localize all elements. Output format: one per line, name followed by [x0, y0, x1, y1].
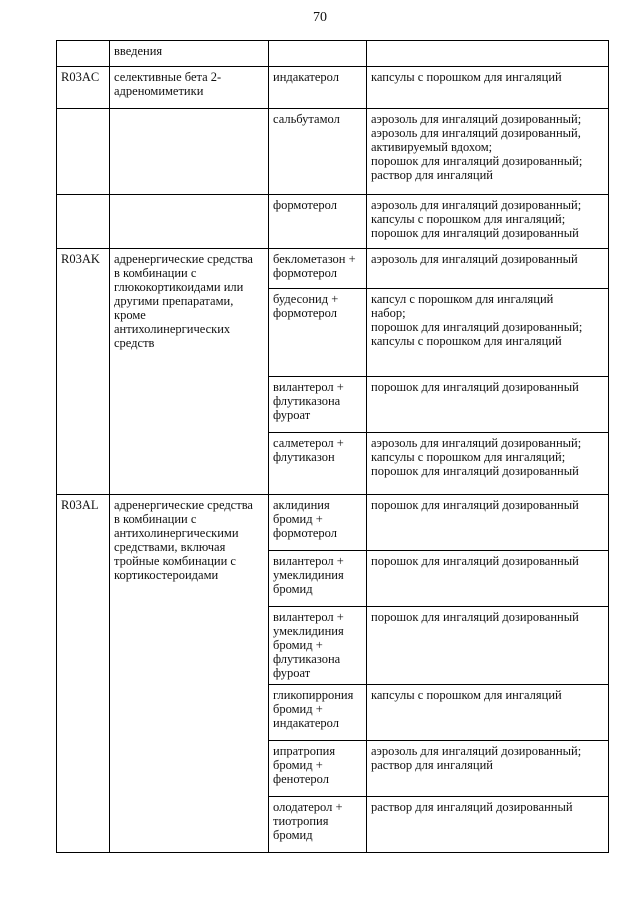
cell-line: ипратропия — [273, 744, 336, 758]
cell-line: формотерол — [273, 526, 337, 540]
drug-name-cell — [269, 289, 367, 377]
cell-line: салметерол + — [273, 436, 344, 450]
cell-line: тройные комбинации с — [114, 554, 236, 568]
cell-line: формотерол — [273, 306, 337, 320]
group-cell: введения — [110, 41, 269, 67]
cell-line: аэрозоль для ингаляций дозированный; — [371, 112, 582, 126]
cell-line: вилантерол + — [273, 380, 344, 394]
cell-line: индакатерол — [273, 716, 339, 730]
cell-line: фуроат — [273, 666, 311, 680]
cell-line: порошок для ингаляций дозированный; — [371, 154, 583, 168]
group-cell: селективные бета 2-адреномиметики — [110, 67, 269, 109]
drug-name-cell — [269, 797, 367, 853]
cell-line: флутиказон — [273, 450, 335, 464]
atc-code-cell — [57, 195, 110, 249]
cell-line: индакатерол — [273, 70, 339, 84]
drug-name-cell — [269, 67, 367, 109]
cell-line: адренергические средства — [114, 498, 253, 512]
cell-line: аэрозоль для ингаляций дозированный — [371, 252, 578, 266]
cell-line: порошок для ингаляций дозированный — [371, 226, 579, 240]
cell-line: капсулы с порошком для ингаляций — [371, 688, 562, 702]
cell-line: порошок для ингаляций дозированный — [371, 610, 579, 624]
atc-code-cell: R03AL — [57, 495, 110, 853]
cell-line: набор; — [371, 306, 406, 320]
cell-line: вилантерол + — [273, 554, 344, 568]
cell-line: беклометазон + — [273, 252, 356, 266]
drug-name-cell — [269, 41, 367, 67]
cell-line: порошок для ингаляций дозированный; — [371, 320, 583, 334]
cell-line: раствор для ингаляций дозированный — [371, 800, 573, 814]
cell-line: тиотропия — [273, 814, 329, 828]
cell-line: в комбинации с — [114, 266, 197, 280]
dosage-form-cell — [367, 109, 609, 195]
cell-line: глюкокортикоидами или — [114, 280, 244, 294]
group-cell — [110, 495, 269, 853]
cell-line: формотерол — [273, 266, 337, 280]
cell-line: капсулы с порошком для ингаляций — [371, 334, 562, 348]
cell-line: сальбутамол — [273, 112, 340, 126]
cell-line: фуроат — [273, 408, 311, 422]
cell-line: кортикостероидами — [114, 568, 219, 582]
dosage-form-cell — [367, 249, 609, 289]
cell-line: порошок для ингаляций дозированный — [371, 554, 579, 568]
atc-code-cell — [57, 109, 110, 195]
cell-line: активируемый вдохом; — [371, 140, 493, 154]
table-row — [57, 495, 609, 551]
drug-name-cell — [269, 495, 367, 551]
cell-line: бромид + — [273, 638, 323, 652]
drug-name-cell — [269, 195, 367, 249]
dosage-form-cell — [367, 607, 609, 685]
atc-code-cell: R03AK — [57, 249, 110, 495]
cell-line: формотерол — [273, 198, 337, 212]
atc-code-cell: R03AC — [57, 67, 110, 109]
drug-name-cell — [269, 685, 367, 741]
cell-line: раствор для ингаляций — [371, 168, 493, 182]
cell-line: бромид + — [273, 758, 323, 772]
table-row — [57, 249, 609, 289]
dosage-form-cell — [367, 289, 609, 377]
cell-line: аэрозоль для ингаляций дозированный; — [371, 198, 582, 212]
cell-line: аклидиния — [273, 498, 330, 512]
dosage-form-cell — [367, 67, 609, 109]
cell-line: раствор для ингаляций — [371, 758, 493, 772]
cell-line: средствами, включая — [114, 540, 226, 554]
cell-line: адренергические средства — [114, 252, 253, 266]
cell-line: порошок для ингаляций дозированный — [371, 464, 579, 478]
cell-line: аэрозоль для ингаляций дозированный; — [371, 436, 582, 450]
drug-name-cell — [269, 433, 367, 495]
dosage-form-cell — [367, 433, 609, 495]
table-row — [57, 67, 609, 109]
cell-line: в комбинации с — [114, 512, 197, 526]
dosage-form-cell — [367, 741, 609, 797]
cell-line: капсулы с порошком для ингаляций — [371, 70, 562, 84]
drug-name-cell — [269, 109, 367, 195]
cell-line: бромид — [273, 582, 313, 596]
cell-line: средств — [114, 336, 155, 350]
cell-line: бромид — [273, 828, 313, 842]
cell-line: аэрозоль для ингаляций дозированный; — [371, 744, 582, 758]
dosage-form-cell — [367, 495, 609, 551]
cell-line: капсул с порошком для ингаляций — [371, 292, 554, 306]
atc-code-cell — [57, 41, 110, 67]
page-number: 70 — [313, 10, 327, 25]
cell-line: гликопиррония — [273, 688, 354, 702]
drug-name-cell — [269, 377, 367, 433]
dosage-form-cell — [367, 377, 609, 433]
cell-line: другими препаратами, — [114, 294, 234, 308]
group-cell — [110, 195, 269, 249]
cell-line: капсулы с порошком для ингаляций; — [371, 450, 566, 464]
cell-line: кроме — [114, 308, 146, 322]
cell-line: антихолинергических — [114, 322, 231, 336]
cell-line: умеклидиния — [273, 568, 344, 582]
cell-line: флутиказона — [273, 394, 341, 408]
cell-line: вилантерол + — [273, 610, 344, 624]
table-row — [57, 109, 609, 195]
cell-line: умеклидиния — [273, 624, 344, 638]
cell-line: бромид + — [273, 702, 323, 716]
cell-line: фенотерол — [273, 772, 330, 786]
drug-table — [56, 40, 609, 853]
cell-line: порошок для ингаляций дозированный — [371, 498, 579, 512]
cell-line: антихолинергическими — [114, 526, 239, 540]
dosage-form-cell — [367, 797, 609, 853]
drug-name-cell — [269, 249, 367, 289]
drug-name-cell — [269, 607, 367, 685]
drug-name-cell — [269, 741, 367, 797]
cell-line: капсулы с порошком для ингаляций; — [371, 212, 566, 226]
table-row — [57, 195, 609, 249]
dosage-form-cell — [367, 195, 609, 249]
cell-line: флутиказона — [273, 652, 341, 666]
group-cell — [110, 249, 269, 495]
dosage-form-cell — [367, 551, 609, 607]
dosage-form-cell — [367, 685, 609, 741]
drug-name-cell — [269, 551, 367, 607]
group-cell — [110, 109, 269, 195]
cell-line: будесонид + — [273, 292, 339, 306]
cell-line: аэрозоль для ингаляций дозированный, — [371, 126, 581, 140]
dosage-form-cell — [367, 41, 609, 67]
table-row — [57, 41, 609, 67]
cell-line: олодатерол + — [273, 800, 343, 814]
cell-line: порошок для ингаляций дозированный — [371, 380, 579, 394]
cell-line: бромид + — [273, 512, 323, 526]
